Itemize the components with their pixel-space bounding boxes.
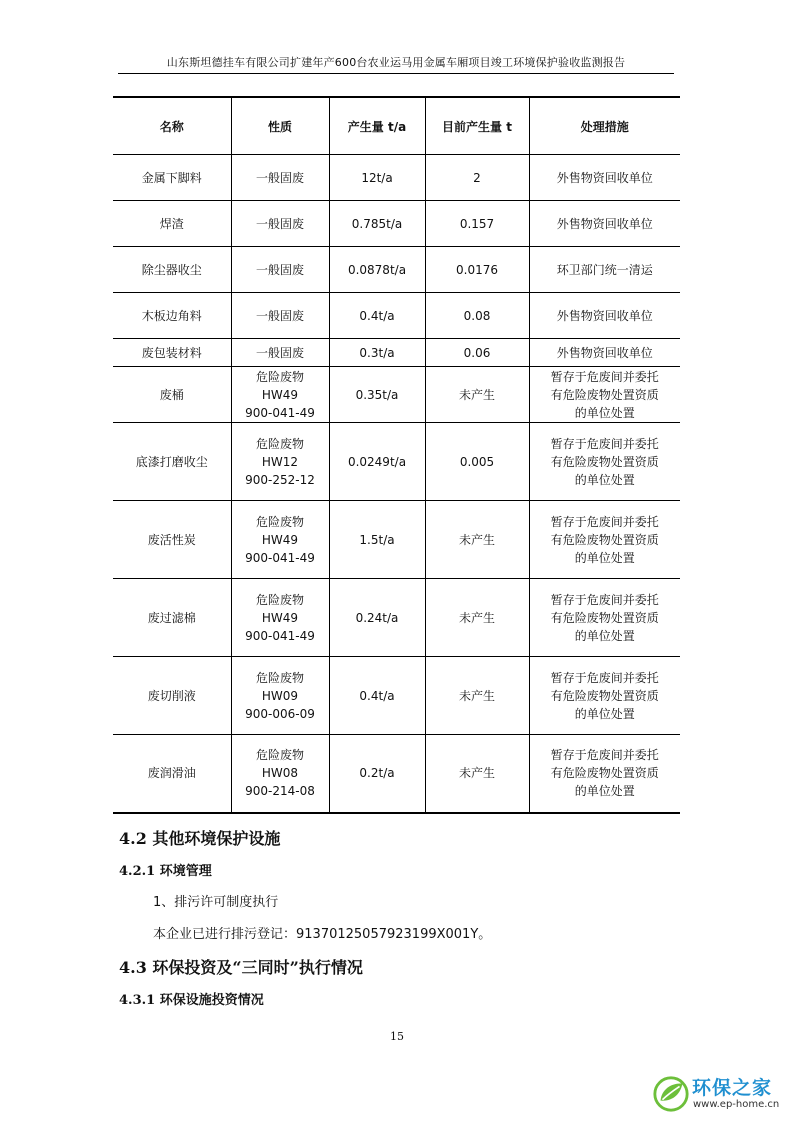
waste-measure-line: 的单位处置 (574, 550, 635, 565)
waste-nature-cell (231, 579, 329, 657)
waste-nature-line: 一般固废 (255, 170, 304, 185)
waste-measure-line: 暂存于危废间并委托 (550, 436, 659, 451)
column-header-measure: 处理措施 (529, 97, 680, 155)
waste-measure-line: 有危险废物处置资质 (550, 766, 659, 781)
waste-nature-line: 900-041-49 (245, 550, 315, 565)
waste-measure-line: 暂存于危废间并委托 (550, 592, 659, 607)
waste-current-amount-cell: 0.08 (425, 293, 529, 339)
waste-nature-cell (231, 339, 329, 367)
waste-nature-line: 危险废物 (255, 514, 304, 529)
waste-measure-cell (529, 155, 680, 201)
waste-nature-line: HW49 (261, 532, 299, 547)
waste-current-amount-cell: 未产生 (425, 501, 529, 579)
waste-nature-line: 900-041-49 (245, 628, 315, 643)
waste-amount-cell: 0.0878t/a (329, 247, 425, 293)
table-header-row (113, 97, 680, 155)
section-heading-4-2: 4.2 其他环境保护设施 (119, 829, 281, 848)
waste-measure-line: 暂存于危废间并委托 (550, 748, 659, 763)
waste-name-cell: 废桶 (113, 367, 231, 423)
waste-measure-line: 的单位处置 (574, 628, 635, 643)
waste-nature-line: 危险废物 (255, 369, 304, 384)
waste-measure-line: 外售物资回收单位 (556, 308, 653, 323)
waste-current-amount-cell: 0.005 (425, 423, 529, 501)
waste-nature-cell (231, 293, 329, 339)
waste-nature-line: 一般固废 (255, 216, 304, 231)
waste-nature-cell (231, 423, 329, 501)
waste-measure-line: 外售物资回收单位 (556, 216, 653, 231)
table-row (113, 155, 680, 201)
waste-amount-cell: 12t/a (329, 155, 425, 201)
waste-nature-line: HW09 (261, 688, 299, 703)
waste-nature-line: HW08 (261, 766, 299, 781)
waste-measure-line: 外售物资回收单位 (556, 345, 653, 360)
waste-nature-cell (231, 247, 329, 293)
waste-nature-line: 危险废物 (255, 436, 304, 451)
waste-measure-line: 环卫部门统一清运 (556, 262, 653, 277)
waste-name-cell: 金属下脚料 (113, 155, 231, 201)
waste-measure-line: 的单位处置 (574, 472, 635, 487)
watermark-title: 环保之家 (692, 1077, 773, 1099)
waste-current-amount-cell: 0.0176 (425, 247, 529, 293)
waste-nature-line: 900-041-49 (245, 405, 315, 420)
waste-amount-cell: 0.785t/a (329, 201, 425, 247)
table-row (113, 339, 680, 367)
column-header-current: 目前产生量 t (425, 97, 529, 155)
waste-amount-cell: 0.35t/a (329, 367, 425, 423)
waste-measure-cell (529, 339, 680, 367)
waste-current-amount-cell: 2 (425, 155, 529, 201)
waste-measure-cell (529, 501, 680, 579)
page-header: 山东斯坦德挂车有限公司扩建年产600台农业运马用金属车厢项目竣工环境保护验收监测报告 (118, 54, 674, 74)
column-header-nature: 性质 (231, 97, 329, 155)
waste-measure-cell (529, 423, 680, 501)
waste-name-cell: 木板边角料 (113, 293, 231, 339)
waste-amount-cell: 0.4t/a (329, 293, 425, 339)
waste-nature-line: 一般固废 (255, 308, 304, 323)
table-row (113, 657, 680, 735)
watermark-url: www.ep-home.cn (693, 1099, 780, 1110)
waste-current-amount-cell: 0.06 (425, 339, 529, 367)
waste-current-amount-cell: 未产生 (425, 367, 529, 423)
leaf-logo-icon (652, 1075, 690, 1113)
waste-measure-line: 暂存于危废间并委托 (550, 670, 659, 685)
table-row (113, 247, 680, 293)
waste-name-cell: 废润滑油 (113, 735, 231, 813)
waste-amount-cell: 0.4t/a (329, 657, 425, 735)
waste-measure-cell (529, 201, 680, 247)
waste-measure-cell (529, 367, 680, 423)
waste-measure-cell (529, 579, 680, 657)
table-row (113, 423, 680, 501)
list-item-permit: 1、排污许可制度执行 (153, 895, 279, 910)
waste-measure-line: 有危险废物处置资质 (550, 532, 659, 547)
waste-amount-cell: 1.5t/a (329, 501, 425, 579)
waste-amount-cell: 0.24t/a (329, 579, 425, 657)
waste-amount-cell: 0.0249t/a (329, 423, 425, 501)
table-row (113, 579, 680, 657)
waste-measure-line: 有危险废物处置资质 (550, 688, 659, 703)
waste-measure-line: 的单位处置 (574, 706, 635, 721)
waste-nature-cell (231, 155, 329, 201)
subsection-heading-4-3-1: 4.3.1 环保设施投资情况 (119, 993, 264, 1008)
waste-nature-line: 900-252-12 (245, 472, 315, 487)
waste-nature-line: 危险废物 (255, 670, 304, 685)
table-row (113, 293, 680, 339)
column-header-name: 名称 (113, 97, 231, 155)
solid-waste-table (113, 96, 680, 814)
section-heading-4-3: 4.3 环保投资及“三同时”执行情况 (119, 958, 363, 977)
waste-nature-line: 危险废物 (255, 748, 304, 763)
waste-nature-line: HW12 (261, 454, 299, 469)
waste-measure-cell (529, 735, 680, 813)
waste-amount-cell: 0.3t/a (329, 339, 425, 367)
waste-measure-line: 有危险废物处置资质 (550, 387, 659, 402)
waste-measure-line: 暂存于危废间并委托 (550, 514, 659, 529)
waste-nature-line: 900-006-09 (245, 706, 315, 721)
permit-registration-text: 本企业已进行排污登记：91370125057923199X001Y。 (153, 927, 492, 942)
waste-current-amount-cell: 未产生 (425, 657, 529, 735)
waste-measure-cell (529, 247, 680, 293)
waste-nature-cell (231, 201, 329, 247)
subsection-heading-4-2-1: 4.2.1 环境管理 (119, 864, 212, 879)
waste-name-cell: 废过滤棉 (113, 579, 231, 657)
waste-name-cell: 废包装材料 (113, 339, 231, 367)
waste-nature-line: HW49 (261, 387, 299, 402)
table-row (113, 501, 680, 579)
waste-nature-cell (231, 367, 329, 423)
waste-nature-line: 一般固废 (255, 262, 304, 277)
table-row (113, 201, 680, 247)
waste-name-cell: 废切削液 (113, 657, 231, 735)
waste-nature-line: 一般固废 (255, 345, 304, 360)
waste-name-cell: 焊渣 (113, 201, 231, 247)
waste-nature-cell (231, 501, 329, 579)
waste-measure-line: 的单位处置 (574, 405, 635, 420)
waste-nature-cell (231, 735, 329, 813)
waste-name-cell: 废活性炭 (113, 501, 231, 579)
waste-measure-line: 有危险废物处置资质 (550, 610, 659, 625)
waste-nature-line: 危险废物 (255, 592, 304, 607)
watermark (652, 1073, 792, 1117)
waste-current-amount-cell: 0.157 (425, 201, 529, 247)
waste-name-cell: 底漆打磨收尘 (113, 423, 231, 501)
waste-amount-cell: 0.2t/a (329, 735, 425, 813)
column-header-amount: 产生量 t/a (329, 97, 425, 155)
waste-current-amount-cell: 未产生 (425, 735, 529, 813)
page-number: 15 (390, 1030, 404, 1043)
waste-current-amount-cell: 未产生 (425, 579, 529, 657)
waste-nature-line: HW49 (261, 610, 299, 625)
waste-measure-line: 有危险废物处置资质 (550, 454, 659, 469)
waste-name-cell: 除尘器收尘 (113, 247, 231, 293)
waste-measure-line: 暂存于危废间并委托 (550, 369, 659, 384)
table-row (113, 367, 680, 423)
table-row (113, 735, 680, 813)
waste-nature-line: 900-214-08 (245, 784, 315, 799)
waste-measure-line: 外售物资回收单位 (556, 170, 653, 185)
waste-nature-cell (231, 657, 329, 735)
waste-measure-cell (529, 293, 680, 339)
waste-measure-cell (529, 657, 680, 735)
waste-measure-line: 的单位处置 (574, 784, 635, 799)
